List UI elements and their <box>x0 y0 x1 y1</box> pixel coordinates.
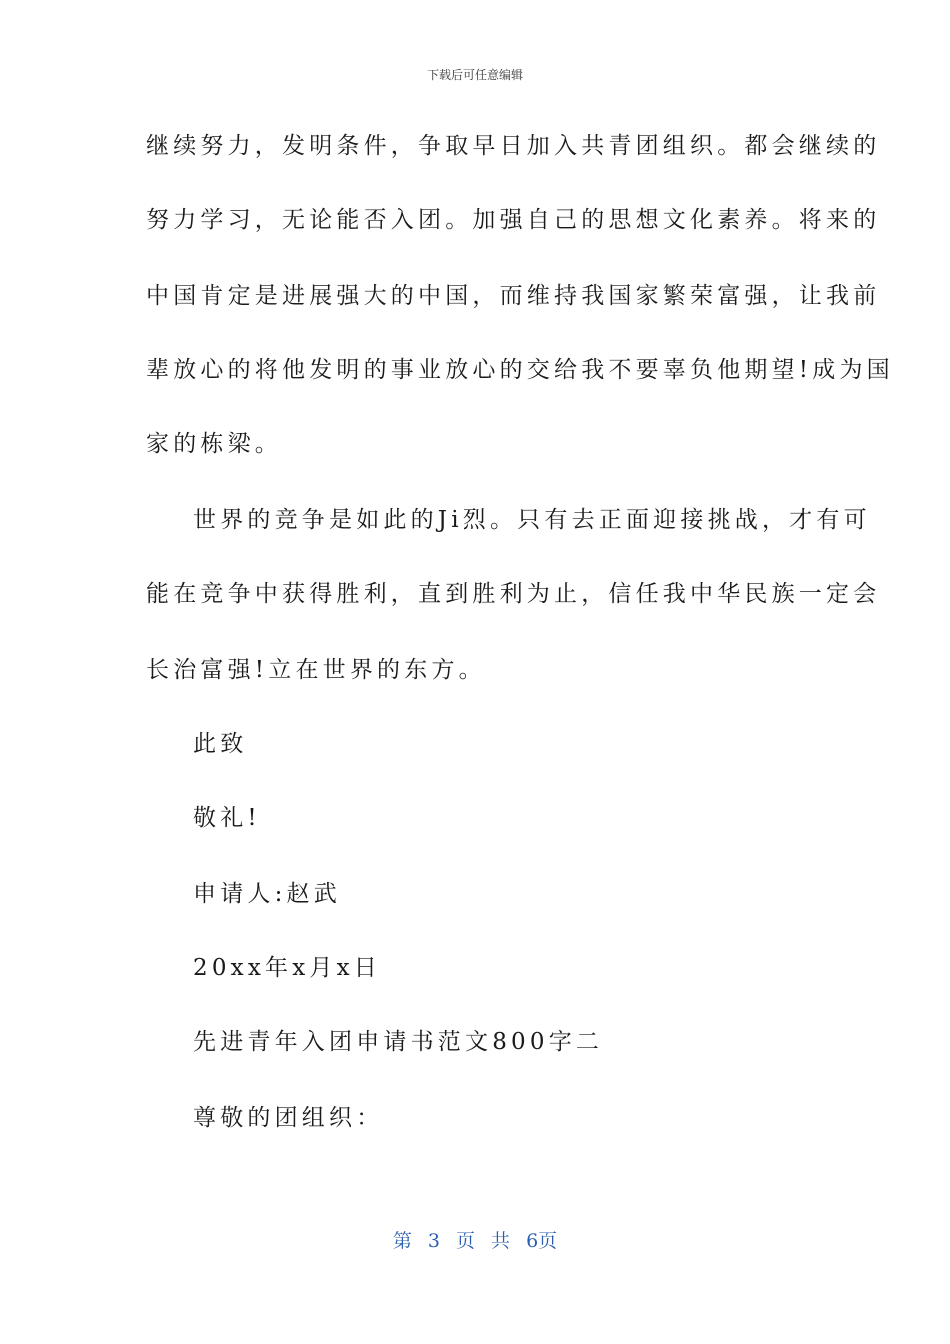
applicant-signature: 申请人:赵武 <box>193 881 341 907</box>
letter-date: 20xx年x月x日 <box>193 955 381 981</box>
section-title: 先进青年入团申请书范文800字二 <box>193 1029 604 1055</box>
paragraph-line: 世界的竞争是如此的Ji烈。只有去正面迎接挑战，才有可 <box>193 507 871 533</box>
paragraph-line: 辈放心的将他发明的事业放心的交给我不要辜负他期望!成为国 <box>146 357 894 383</box>
paragraph-line: 中国肯定是进展强大的中国，而维持我国家繁荣富强，让我前 <box>146 283 881 309</box>
paragraph-line: 能在竞争中获得胜利，直到胜利为止，信任我中华民族一定会 <box>146 581 881 607</box>
paragraph-line: 家的栋梁。 <box>146 431 282 457</box>
paragraph-line: 长治富强!立在世界的东方。 <box>146 657 486 683</box>
closing-salutation: 此致 <box>193 731 248 757</box>
letter-greeting: 尊敬的团组织： <box>193 1105 384 1131</box>
closing-regards: 敬礼! <box>193 805 261 831</box>
page-header-note: 下载后可任意编辑 <box>426 68 523 82</box>
paragraph-line: 努力学习，无论能否入团。加强自己的思想文化素养。将来的 <box>146 207 881 233</box>
page-number: 第 3 页 共 6页 <box>392 1230 558 1252</box>
paragraph-line: 继续努力，发明条件，争取早日加入共青团组织。都会继续的 <box>146 133 881 159</box>
